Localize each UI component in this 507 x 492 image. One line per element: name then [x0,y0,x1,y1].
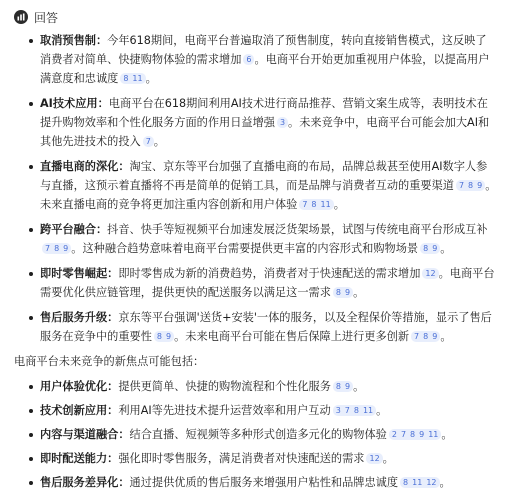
item-title: 售后服务差异化 [40,476,119,489]
citation-badge[interactable]: 7 8 9 [456,180,485,191]
intro-text: 电商平台未来竞争的新焦点可能包括： [14,355,205,368]
item-text: 。 [353,286,365,299]
findings-list [40,31,497,346]
list-item [40,401,497,420]
item-separator: ： [118,476,130,489]
citation-badge[interactable]: 7 8 11 [299,199,333,210]
item-separator: ： [107,380,119,393]
citation-badge[interactable]: 8 9 [420,243,440,254]
item-text: 。未来电商平台可能在售后保障上进行更多创新 [174,330,410,343]
answer-header [14,6,497,28]
item-text: 。未来竞争中，电商平台可能会加大AI和其他先进技术的投入 [40,116,490,148]
item-text: 结合直播、短视频等多种形式创造多元化的购物体验 [129,428,387,441]
item-separator: ： [107,267,119,280]
item-text: 电商平台在618期间利用AI技术进行商品推荐、营销文案生成等，表明技术在提升购物效率和个性化服务方面的作用日益增强 [40,97,488,129]
item-text: 京东等平台强调'送货+安装'一体的服务，以及全程保价等措施，显示了售后服务在竞争中的重要性 [40,311,492,343]
item-separator: ： [107,404,119,417]
item-title: 售后服务升级 [40,311,108,324]
item-text: 即时零售成为新的消费趋势，消费者对于快速配送的需求增加 [118,267,421,280]
citation-badge[interactable]: 8 11 12 [400,477,439,488]
citation-badge[interactable]: 7 8 9 [411,331,440,342]
item-title: 内容与渠道融合 [40,428,119,441]
focus-list [40,377,497,492]
item-text: 。 [333,198,345,211]
citation-badge[interactable]: 3 [277,117,288,128]
item-title: 取消预售制 [40,34,96,47]
item-text: 淘宝、京东等平台加强了直播电商的布局，品牌总裁甚至使用AI数字人参与直播，这预示着直播将不再是简单的促销工具，而是品牌与消费者互动的重要渠道 [40,160,488,192]
citation-badge[interactable]: 6 [243,54,254,65]
item-text: 。 [440,242,452,255]
citation-badge[interactable]: 8 9 [154,331,174,342]
item-text: 今年618期间，电商平台普遍取消了预售制度，转向直接销售模式，这反映了消费者对简单、快捷购物体验的需求增加 [40,34,487,66]
item-text: 。 [440,330,452,343]
item-text: 。电商平台开始更加重视用户体验，以提高用户满意度和忠诚度 [40,53,490,85]
item-text: 。 [439,476,451,489]
citation-badge[interactable]: 12 [366,453,382,464]
citation-badge[interactable]: 8 11 [120,73,145,84]
item-separator: ： [107,311,119,324]
item-separator: ： [97,97,109,110]
item-title: 用户体验优化 [40,380,108,393]
item-text: 。电商平台需要优化供应链管理，提供更快的配送服务以满足这一需求 [40,267,495,299]
item-separator: ： [95,223,108,236]
list-item [40,264,497,302]
list-item [40,157,497,214]
list-item [40,473,497,492]
item-text: 通过提供优质的售后服务来增强用户粘性和品牌忠诚度 [129,476,399,489]
citation-badge[interactable]: 7 8 9 [42,243,71,254]
item-title: 即时零售崛起 [40,267,108,280]
item-title: 跨平台融合 [40,223,96,236]
item-text: 。这种融合趋势意味着电商平台需要提供更丰富的内容形式和购物场景 [71,242,419,255]
answer-icon [14,10,28,24]
answer-title: 回答 [34,10,59,25]
citation-badge[interactable]: 8 9 [333,287,353,298]
list-item [40,425,497,444]
item-title: AI技术应用 [40,97,98,110]
item-title: 直播电商的深化 [40,160,119,173]
item-text: 。 [145,72,157,85]
list-item [40,31,497,88]
item-text: 提供更简单、快捷的购物流程和个性化服务 [118,380,331,393]
item-text: 。 [382,452,394,465]
item-text: 。未来直播电商的竞争将更加注重内容创新和用户体验 [40,179,497,211]
citation-badge[interactable]: 7 [143,136,154,147]
citation-badge[interactable]: 3 7 8 11 [333,405,376,416]
item-title: 技术创新应用 [40,404,108,417]
item-separator: ： [118,160,130,173]
citation-badge[interactable]: 12 [422,268,438,279]
list-item [40,94,497,151]
list-item [40,308,497,346]
list-item [40,449,497,468]
item-text: 。 [353,380,365,393]
citation-badge[interactable]: 8 9 [333,381,353,392]
item-text: 。 [441,428,453,441]
item-title: 即时配送能力 [40,452,108,465]
item-separator: ： [118,428,130,441]
item-text: 。 [153,135,165,148]
item-text: 强化即时零售服务，满足消费者对快速配送的需求 [118,452,365,465]
item-text: 利用AI等先进技术提升运营效率和用户互动 [118,404,331,417]
list-item [40,377,497,396]
item-text: 抖音、快手等短视频平台加速发展泛货架场景，试图与传统电商平台形成互补 [107,223,488,236]
list-item [40,220,497,258]
item-text: 。 [376,404,388,417]
citation-badge[interactable]: 2 7 8 9 11 [389,429,442,440]
item-separator: ： [107,452,119,465]
item-separator: ： [95,34,108,47]
